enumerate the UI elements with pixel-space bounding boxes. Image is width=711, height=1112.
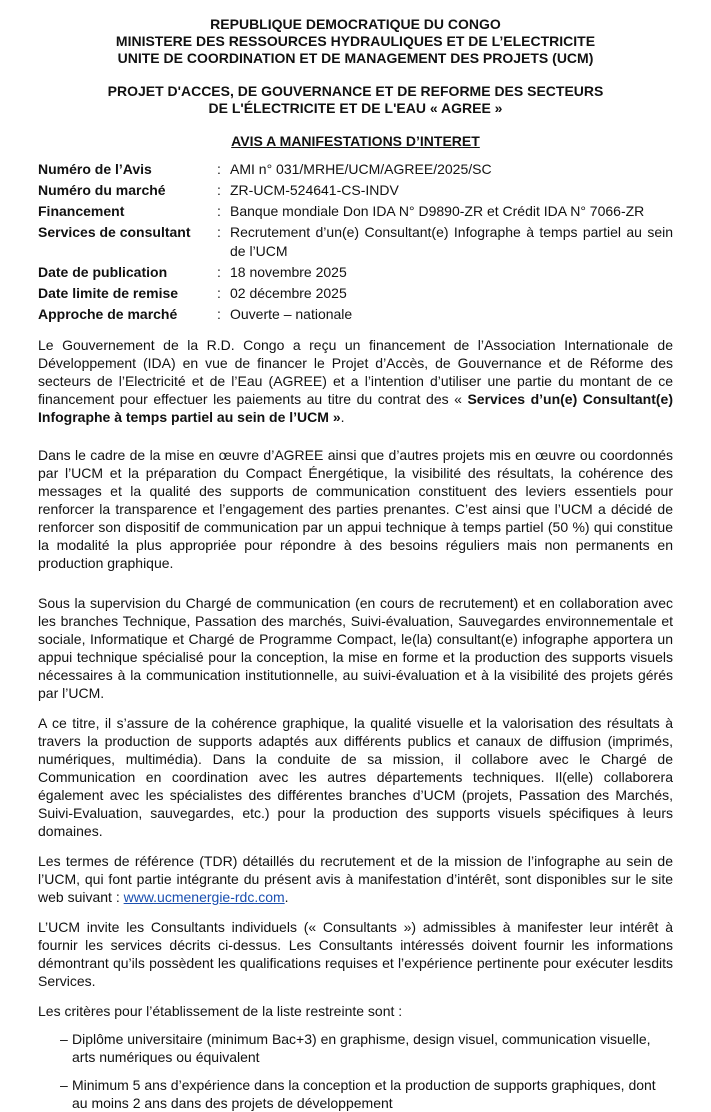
- notice-details: [38, 160, 673, 324]
- dash-bullet-icon: –: [60, 1077, 68, 1093]
- paragraph-invitation: L’UCM invite les Consultants individuels (« Consultants ») admissibles à manifester leur intérêt à fournir les services décrits ci-dessus. Les Consultants intéressés doivent fournir les informations démontrant qu’ils possèdent les qualifications requises et l’expérience pertinente pour exécuter lesdits Services.: [38, 919, 673, 989]
- paragraph-responsibilities: A ce titre, il s’assure de la cohérence graphique, la qualité visuelle et la valorisation des résultats à travers la production de supports adaptés aux différents publics et canaux de diffusion (imprimés, numériques, multimédia). Dans la conduite de sa mission, il collabore avec le Chargé de Communication en coordination avec les autres départements techniques. Il(elle) collaborera également avec les spécialistes des différentes branches d’UCM (projets, Passation des Marchés, Suivi-Evaluation, sauvegardes, etc.) pour la production des supports visuels spécifiques à leurs domaines.: [38, 715, 673, 839]
- criteria-list: [38, 1030, 673, 1112]
- paragraph-supervision: Sous la supervision du Chargé de communication (en cours de recrutement) et en collaboration avec les branches Technique, Passation des marchés, Suivi-évaluation, Sauvegardes environnementale et sociale, Informatique et Chargé de Programme Compact, le(la) consultant(e) infographe apportera un appui technique spécialisé pour la conception, la mise en forme et la production des supports visuels nécessaires à la communication institutionnelle, au suivi-évaluation et à la visibilité des projets gérés par l’UCM.: [38, 595, 673, 701]
- detail-colon: :: [217, 182, 221, 198]
- list-item: [38, 1076, 673, 1112]
- detail-label: Numéro de l’Avis: [38, 161, 152, 177]
- detail-value: Recrutement d’un(e) Consultant(e) Infographe à temps partiel au sein de l’UCM: [230, 224, 673, 259]
- detail-row-consultant-services: [38, 223, 673, 261]
- detail-colon: :: [217, 285, 221, 301]
- detail-colon: :: [217, 161, 221, 177]
- paragraph-financing-service-name: Services d’un(e) Consultant(e) Infographe à temps partiel au sein de l’UCM »: [38, 391, 673, 425]
- criteria-intro: Les critères pour l’établissement de la liste restreinte sont :: [38, 1003, 403, 1019]
- dash-bullet-icon: –: [60, 1031, 68, 1047]
- detail-label: Date de publication: [38, 264, 168, 280]
- paragraph-financing-text: Le Gouvernement de la R.D. Congo a reçu un financement de l’Association Internationale de Développement (IDA) en vue de financer le Projet d’Accès, de Gouvernance et de Réforme des secteurs de l’Electricité et de l’Eau (AGREE) et a l’intention d’utiliser une partie du montant de ce financement pour effectuer les paiements au titre du contrat des «: [38, 337, 673, 407]
- detail-row-publication-date: [38, 263, 673, 282]
- detail-colon: :: [217, 224, 221, 240]
- detail-label: Financement: [38, 203, 125, 219]
- detail-row-deadline: [38, 284, 673, 303]
- detail-row-market-number: [38, 181, 673, 200]
- paragraph-tdr-end: .: [284, 889, 289, 905]
- detail-row-notice-number: [38, 160, 673, 179]
- list-item: [38, 1030, 673, 1066]
- criterion-text: Minimum 5 ans d’expérience dans la conception et la production de supports graphiques, dont au moins 2 ans dans des projets de développement: [72, 1077, 656, 1111]
- detail-colon: :: [217, 306, 221, 322]
- project-title-line1: PROJET D'ACCES, DE GOUVERNANCE ET DE REFORME DES SECTEURS: [107, 83, 604, 99]
- detail-row-market-approach: [38, 305, 673, 324]
- detail-label: Services de consultant: [38, 224, 191, 240]
- detail-value: 18 novembre 2025: [230, 264, 347, 280]
- paragraph-tdr-text: Les termes de référence (TDR) détaillés du recrutement et de la mission de l’infographe au sein de l’UCM, qui font partie intégrante du présent avis à manifestation d’intérêt, sont disponibles sur le site web suivant :: [38, 853, 673, 905]
- paragraph-context: Dans le cadre de la mise en œuvre d’AGREE ainsi que d’autres projets mis en œuvre ou coordonnés par l’UCM et la préparation du Compact Énergétique, la visibilité des résultats, la cohérence des messages et la qualité des supports de communication constituent des leviers essentiels pour renforcer la transparence et l’engagement des parties prenantes. C’est ainsi que l’UCM a décidé de renforcer son dispositif de communication par un appui technique à temps partiel (50 %) qui constitue la modalité la plus appropriée pour répondre à des besoins réguliers mais non permanents en production graphique.: [38, 447, 673, 571]
- criterion-text: Diplôme universitaire (minimum Bac+3) en graphisme, design visuel, communication visuelle, arts numériques ou équivalent: [72, 1031, 651, 1065]
- detail-value: Ouverte – nationale: [230, 306, 353, 322]
- detail-value: 02 décembre 2025: [230, 285, 347, 301]
- project-title-line2: DE L'ÉLECTRICITE ET DE L'EAU « AGREE »: [208, 100, 503, 116]
- project-title: [38, 83, 673, 117]
- detail-label: Date limite de remise: [38, 285, 179, 301]
- detail-value: AMI n° 031/MRHE/UCM/AGREE/2025/SC: [230, 161, 492, 177]
- detail-value: Banque mondiale Don IDA N° D9890-ZR et Crédit IDA N° 7066-ZR: [230, 203, 645, 219]
- detail-colon: :: [217, 264, 221, 280]
- paragraph-financing: [38, 336, 673, 426]
- detail-value: ZR-UCM-524641-CS-INDV: [230, 182, 399, 198]
- paragraph-terms-of-reference: [38, 852, 673, 906]
- header-country: REPUBLIQUE DEMOCRATIQUE DU CONGO: [210, 16, 501, 32]
- header-ministry: MINISTERE DES RESSOURCES HYDRAULIQUES ET DE L’ELECTRICITE: [115, 33, 596, 49]
- paragraph-financing-end: .: [340, 409, 345, 425]
- detail-colon: :: [217, 203, 221, 219]
- detail-label: Approche de marché: [38, 306, 178, 322]
- avis-title: AVIS A MANIFESTATIONS D’INTERET: [231, 133, 480, 149]
- header-unit: UNITE DE COORDINATION ET DE MANAGEMENT DES PROJETS (UCM): [117, 50, 594, 66]
- website-link[interactable]: www.ucmenergie-rdc.com: [123, 889, 285, 905]
- document-header: [38, 16, 673, 67]
- detail-label: Numéro du marché: [38, 182, 166, 198]
- detail-row-financing: [38, 202, 673, 221]
